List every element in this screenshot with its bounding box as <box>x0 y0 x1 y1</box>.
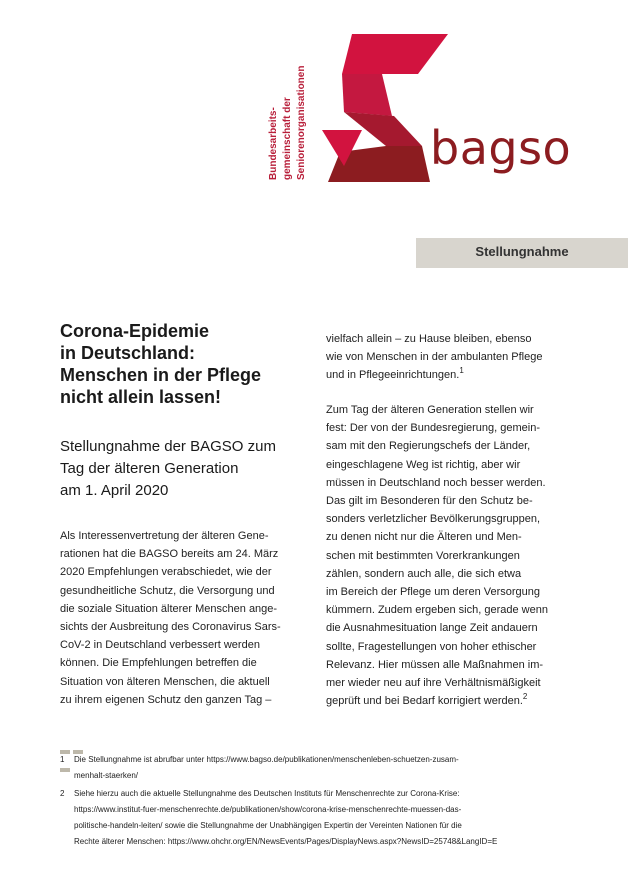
footnote-ref-2[interactable]: 2 <box>522 691 528 701</box>
body-line: schen mit bestimmten Vorerkrankungen <box>326 549 520 562</box>
body-line: Zum Tag der älteren Generation stellen wir <box>326 404 534 416</box>
footnote-line: Siehe hierzu auch die aktuelle Stellungnahme des Deutschen Instituts für Menschenrechte zur Corona-Krise: <box>74 789 460 798</box>
document-type-tag <box>416 238 628 268</box>
title-line: Corona-Epidemie <box>60 321 210 341</box>
body-line: die Ausnahmesituation lange Zeit andauern <box>326 622 538 635</box>
footnote-number: 1 <box>60 755 65 764</box>
title-line: Menschen in der Pflege <box>60 365 262 385</box>
body-line-text: und in Pflegeeinrichtungen. <box>326 369 460 382</box>
body-line: CoV-2 in Deutschland verbessert werden <box>60 639 260 652</box>
title-line: in Deutschland: <box>60 343 196 363</box>
body-left-column <box>60 527 308 709</box>
footnote-body <box>74 786 580 850</box>
body-line: mer wieder neu auf ihre Verhältnismäßigkeit <box>326 677 541 690</box>
body-line: vielfach allein – zu Hause bleiben, ebenso <box>326 333 532 345</box>
body-line: Situation von älteren Menschen, die aktuell <box>60 675 270 688</box>
footnote-link[interactable]: politische-handeln-leiten/ sowie die Stellungnahme der Unabhängigen Expertin der Vereinten Nationen für die <box>74 821 462 830</box>
footnote-ref-1[interactable]: 1 <box>459 365 464 375</box>
subtitle <box>60 436 310 502</box>
footnote-link[interactable]: Rechte älterer Menschen: https://www.ohchr.org/EN/NewsEvents/Pages/DisplayNews.aspx?NewsID=25748&LangID=E <box>74 837 498 846</box>
body-line: Relevanz. Hier müssen alle Maßnahmen im- <box>326 658 544 671</box>
body-line: sichts der Ausbreitung des Coronavirus Sars- <box>60 621 281 634</box>
subtitle-line: Stellungnahme der BAGSO zum <box>60 438 276 455</box>
body-line: zu ihrem eigenen Schutz den ganzen Tag – <box>60 693 272 706</box>
footnote-link[interactable]: menhalt-staerken/ <box>74 771 139 780</box>
body-line: können. Die Empfehlungen betreffen die <box>60 657 257 670</box>
body-line: gesundheitliche Schutz, die Versorgung und <box>60 584 275 597</box>
org-name-line-3: Seniorenorganisationen <box>296 65 307 180</box>
body-line: sonders verletzlicher Bevölkerungsgruppen, <box>326 513 541 526</box>
body-line-last <box>326 366 572 384</box>
document-type-label: Stellungnahme <box>475 244 569 259</box>
body-right-paragraph-1 <box>326 330 572 385</box>
footnote-body <box>74 752 580 784</box>
footnote-number: 2 <box>60 789 65 798</box>
body-line: die soziale Situation älterer Menschen ange- <box>60 602 278 615</box>
body-right-paragraph-2 <box>326 401 572 710</box>
body-line: müssen in Deutschland noch besser werden. <box>326 476 546 489</box>
body-line: fest: Der von der Bundesregierung, gemein- <box>326 422 541 435</box>
footnote-1 <box>60 752 580 784</box>
body-line: zu denen nicht nur die Älteren und Men- <box>326 531 522 544</box>
org-name-vertical <box>266 40 322 180</box>
body-line: sollte, Fragestellungen von hoher ethischer <box>326 640 537 653</box>
body-line: wie von Menschen in der ambulanten Pflege <box>326 351 543 364</box>
main-title <box>60 320 310 408</box>
subtitle-line: Tag der älteren Generation <box>60 460 239 477</box>
body-line: zählen, sondern auch alle, die sich etwa <box>326 567 522 580</box>
footnote-link[interactable]: https://www.institut-fuer-menschenrechte.de/publikationen/show/corona-krise-menschenrechte-muessen-das- <box>74 805 462 814</box>
body-line: im Bereich der Pflege um deren Versorgung <box>326 586 541 599</box>
org-name-line-2: gemeinschaft der <box>282 97 293 180</box>
body-line: rationen hat die BAGSO bereits am 24. März <box>60 548 279 561</box>
body-line: Das gilt im Besonderen für den Schutz be- <box>326 495 533 508</box>
title-line: nicht allein lassen! <box>60 387 222 407</box>
body-line: sam mit den Regierungschefs der Länder, <box>326 440 531 453</box>
footnote-divider <box>60 741 96 745</box>
body-line: Als Interessenvertretung der älteren Gene- <box>60 530 269 542</box>
body-line: kümmern. Zudem ergeben sich, gerade wenn <box>326 604 548 617</box>
footnote-link[interactable]: Die Stellungnahme ist abrufbar unter https://www.bagso.de/publikationen/menschenleben-schuetzen-zusam- <box>74 755 459 764</box>
subtitle-line: am 1. April 2020 <box>60 482 169 499</box>
org-name-line-1: Bundesarbeits- <box>268 107 279 180</box>
body-line-text: geprüft und bei Bedarf korrigiert werden. <box>326 695 523 708</box>
body-line: eingeschlagene Weg ist richtig, aber wir <box>326 458 521 471</box>
body-line-last <box>326 692 572 710</box>
body-line: 2020 Empfehlungen verabschiedet, wie der <box>60 566 272 579</box>
bagso-wordmark: bagso <box>430 121 572 175</box>
footnote-2 <box>60 786 580 850</box>
